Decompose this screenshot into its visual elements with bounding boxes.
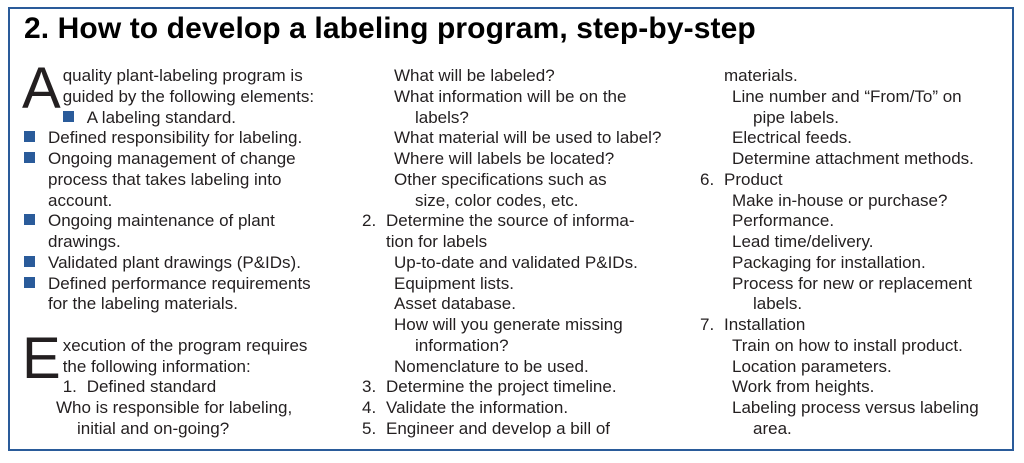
step-text: How will you generate missing xyxy=(394,315,623,334)
step-text: Make in-house or purchase? xyxy=(732,190,948,210)
step-text: What will be labeled? xyxy=(394,66,555,85)
step-text: Determine the project timeline. xyxy=(386,377,617,397)
step-text: labels? xyxy=(415,107,469,127)
step-text: Installation xyxy=(724,315,806,334)
sidebar-box xyxy=(8,7,1014,451)
step-text: Lead time/delivery. xyxy=(732,232,874,251)
step-line xyxy=(700,191,979,212)
step-line xyxy=(700,274,979,295)
step-line xyxy=(700,419,979,440)
bullet-text: account. xyxy=(48,190,113,210)
step-text: Determine attachment methods. xyxy=(732,149,974,168)
step-number: 6. xyxy=(700,169,715,189)
step-text: Product xyxy=(724,169,783,189)
step-line xyxy=(700,294,979,315)
bullet-item xyxy=(24,211,311,232)
square-bullet-icon xyxy=(24,214,35,225)
bullet-item xyxy=(24,149,311,170)
bullet-text: Defined performance requirements xyxy=(48,273,311,293)
step-text: Nomenclature to be used. xyxy=(394,356,589,376)
step-text: What information will be on the xyxy=(394,86,627,106)
step-line xyxy=(362,315,661,336)
intro-line: guided by the following elements: xyxy=(62,86,315,106)
numbered-step xyxy=(700,315,979,336)
step-text: Electrical feeds. xyxy=(732,128,852,148)
numbered-step xyxy=(700,170,979,191)
column-1 xyxy=(22,56,315,440)
step-line xyxy=(362,357,661,378)
bullet-text: Validated plant drawings (P&IDs). xyxy=(48,252,301,272)
sub-item: Who is responsible for labeling, xyxy=(56,398,293,417)
bullet-text: Defined responsibility for labeling. xyxy=(48,128,303,148)
step-text: labels. xyxy=(753,294,803,314)
step-number: 7. xyxy=(700,315,715,334)
bullet-text: Ongoing maintenance of plant xyxy=(48,211,275,231)
step-line xyxy=(700,232,979,253)
step-text: Labeling process versus labeling xyxy=(732,398,979,417)
step-text: What material will be used to label? xyxy=(394,128,662,148)
step-line xyxy=(362,87,661,108)
step-line xyxy=(700,149,979,170)
step-text: Determine the source of informa- xyxy=(386,211,635,231)
step-line xyxy=(362,108,661,129)
bullet-item xyxy=(24,232,311,253)
square-bullet-icon xyxy=(24,256,35,267)
bullet-item xyxy=(24,191,311,212)
step-text: information? xyxy=(415,335,509,355)
step-text: Line number and “From/To” on xyxy=(732,86,962,106)
bullet-text: drawings. xyxy=(48,232,121,251)
step-number: 1. xyxy=(62,377,77,397)
bullet-text: A labeling standard. xyxy=(86,107,237,127)
numbered-step xyxy=(362,377,661,398)
step-text: Engineer and develop a bill of xyxy=(386,418,610,438)
numbered-step xyxy=(362,419,661,440)
bullet-text: process that takes labeling into xyxy=(48,169,282,189)
step-line xyxy=(700,108,979,129)
step-line xyxy=(362,170,661,191)
step-number: 2. xyxy=(362,211,377,231)
element-bullet-list xyxy=(24,108,311,316)
step-line xyxy=(362,232,661,253)
step-line xyxy=(362,149,661,170)
step-text: area. xyxy=(753,418,792,438)
step-line xyxy=(362,253,661,274)
box-title: 2. How to develop a labeling program, step-by-step xyxy=(24,12,756,45)
bullet-text: Ongoing management of change xyxy=(48,149,296,168)
step-line xyxy=(700,377,979,398)
step-text: Other specifications such as xyxy=(394,169,607,189)
bullet-item xyxy=(24,170,311,191)
square-bullet-icon xyxy=(24,131,35,142)
step-text: Equipment lists. xyxy=(394,273,514,293)
step-line xyxy=(700,87,979,108)
step-text: Up-to-date and validated P&IDs. xyxy=(394,252,638,272)
step-text: Location parameters. xyxy=(732,356,892,376)
step-text: Validate the information. xyxy=(386,398,569,417)
step-line xyxy=(700,211,979,232)
step-text: Where will labels be located? xyxy=(394,149,615,168)
drop-cap-e: E xyxy=(22,325,61,391)
square-bullet-icon xyxy=(24,277,35,288)
step-text: tion for labels xyxy=(386,232,488,251)
bullet-item xyxy=(24,253,311,274)
bullet-item xyxy=(24,128,311,149)
step-line xyxy=(700,128,979,149)
square-bullet-icon xyxy=(24,152,35,163)
bullet-item xyxy=(24,294,311,315)
numbered-step xyxy=(362,211,661,232)
step-line xyxy=(362,128,661,149)
numbered-step xyxy=(362,398,661,419)
drop-cap-a: A xyxy=(22,56,61,121)
step-line xyxy=(362,66,661,87)
step-1 xyxy=(24,377,311,398)
step-number: 3. xyxy=(362,377,377,397)
step-line xyxy=(362,274,661,295)
step-line xyxy=(362,191,661,212)
step-text: pipe labels. xyxy=(753,107,840,127)
intro-line: the following information: xyxy=(62,356,251,376)
column-2 xyxy=(362,66,661,440)
bullet-item xyxy=(24,108,311,129)
step-line xyxy=(700,357,979,378)
step-line xyxy=(700,66,979,87)
column-3 xyxy=(700,66,979,440)
step-text: Process for new or replacement xyxy=(732,273,972,293)
step-text: Asset database. xyxy=(394,294,516,314)
step-text: size, color codes, etc. xyxy=(415,190,579,210)
step-text: Packaging for installation. xyxy=(732,252,926,272)
step-line xyxy=(362,294,661,315)
bullet-item xyxy=(24,274,311,295)
step-text: Work from heights. xyxy=(732,377,875,397)
square-bullet-icon xyxy=(63,111,74,122)
intro-line: xecution of the program requires xyxy=(62,335,308,355)
step-line xyxy=(700,253,979,274)
step-line xyxy=(700,398,979,419)
intro-line: quality plant-labeling program is xyxy=(62,66,303,85)
step-line xyxy=(362,336,661,357)
bullet-text: for the labeling materials. xyxy=(48,294,238,314)
step-line xyxy=(700,336,979,357)
step-number: 4. xyxy=(362,398,377,417)
step-text: Train on how to install product. xyxy=(732,335,963,355)
step-text: Performance. xyxy=(732,211,835,231)
step-text: materials. xyxy=(724,66,798,85)
sub-item: initial and on-going? xyxy=(77,418,230,438)
step-label: Defined standard xyxy=(86,377,217,397)
step-number: 5. xyxy=(362,418,377,438)
